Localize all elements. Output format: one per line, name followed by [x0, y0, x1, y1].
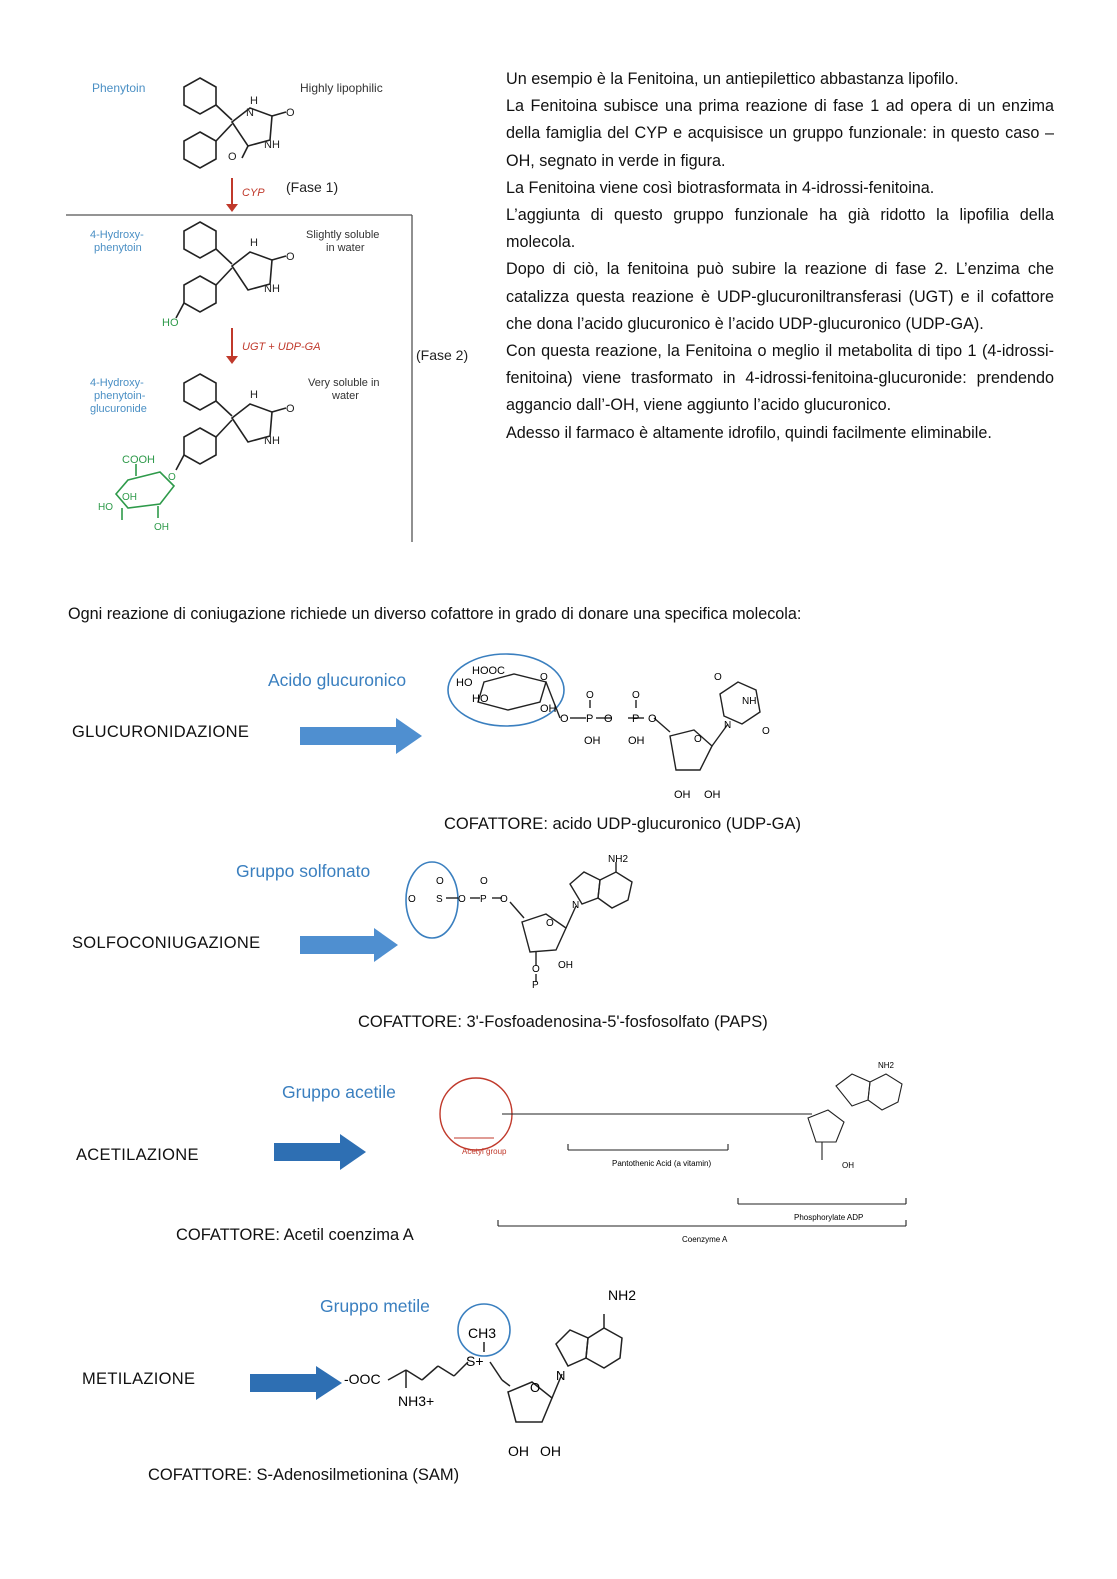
explanation-text [506, 66, 1054, 447]
svg-text:H: H [250, 389, 258, 401]
svg-text:NH2: NH2 [608, 854, 629, 865]
pantothenic-label: Pantothenic Acid (a vitamin) [612, 1159, 712, 1168]
svg-text:S: S [436, 894, 443, 905]
sam-structure [344, 1282, 654, 1462]
cyp-label: CYP [242, 187, 265, 199]
svg-text:O: O [500, 894, 508, 905]
svg-text:NH: NH [742, 696, 757, 707]
svg-text:OH: OH [628, 735, 645, 747]
glucuronidazione-label: GLUCURONIDAZIONE [72, 723, 250, 741]
arrow-icon [300, 718, 422, 754]
svg-text:N: N [246, 107, 254, 119]
svg-text:HO: HO [162, 317, 179, 329]
paragraph: Un esempio è la Fenitoina, un antiepilettico abbastanza lipofilo. [506, 70, 959, 88]
gruppo-acetile-label: Gruppo acetile [282, 1082, 396, 1102]
svg-text:NH: NH [264, 139, 280, 151]
svg-text:NH2: NH2 [878, 1061, 895, 1070]
svg-text:S+: S+ [466, 1353, 484, 1369]
svg-text:O: O [286, 251, 295, 263]
sam-cofactor: COFATTORE: S-Adenosilmetionina (SAM) [148, 1466, 460, 1484]
svg-text:O: O [286, 107, 295, 119]
svg-text:CH3: CH3 [468, 1325, 497, 1341]
highly-lipophilic-label: Highly lipophilic [300, 81, 383, 95]
svg-text:COOH: COOH [122, 454, 155, 466]
svg-text:P: P [480, 894, 487, 905]
svg-text:O: O [648, 713, 657, 725]
udp-ga-structure [444, 652, 784, 812]
ugt-label: UGT + UDP-GA [242, 341, 321, 353]
phenytoin-label: Phenytoin [92, 81, 146, 95]
svg-text:OH: OH [704, 789, 721, 801]
paragraph: La Fenitoina viene così biotrasformata in 4-idrossi-fenitoina. [506, 178, 935, 197]
phenytoin-metabolism-figure [60, 60, 490, 550]
coenzyme-a-label: Coenzyme A [682, 1235, 728, 1244]
acetilazione-label: ACETILAZIONE [76, 1146, 199, 1164]
paragraph: Adesso il farmaco è altamente idrofilo, quindi facilmente eliminabile. [506, 423, 992, 442]
paragraph: Con questa reazione, la Fenitoina o meglio il metabolita di tipo 1 (4-idrossi-fenitoina) viene trasformato in 4-idrossi-fenitoina-glucuronide: prendendo aggancio dall’-OH, viene aggiunto l’acido glucuronico. [506, 342, 1054, 415]
svg-text:N: N [556, 1368, 566, 1383]
svg-text:O: O [714, 672, 722, 683]
arrow-icon [274, 1134, 366, 1170]
arrow-icon [300, 928, 398, 962]
svg-text:O: O [530, 1380, 541, 1395]
svg-text:OH: OH [122, 492, 137, 503]
svg-text:O: O [532, 964, 540, 975]
svg-text:NH3+: NH3+ [398, 1393, 435, 1409]
svg-text:O: O [586, 690, 594, 701]
svg-text:O: O [762, 726, 770, 737]
paps-cofactor: COFATTORE: 3'-Fosfoadenosina-5'-fosfosolfato (PAPS) [358, 1013, 768, 1031]
phosphorylate-adp-label: Phosphorylate ADP [794, 1213, 864, 1222]
svg-text:O: O [480, 876, 488, 887]
svg-text:H: H [250, 95, 258, 107]
paragraph: Dopo di ciò, la fenitoina può subire la reazione di fase 2. L’enzima che catalizza questa reazione è UDP-glucuroniltransferasi (UGT) e il cofattore che dona l’acido glucuronico è l’acido UDP-glucuronico (UDP-GA). [506, 260, 1054, 333]
svg-text:HO: HO [472, 693, 489, 705]
svg-text:OH: OH [508, 1443, 529, 1459]
svg-text:OH: OH [842, 1161, 854, 1170]
svg-text:O: O [228, 151, 237, 163]
svg-text:P: P [586, 713, 594, 725]
svg-text:NH: NH [264, 435, 280, 447]
svg-text:O: O [458, 894, 466, 905]
gruppo-metile-label: Gruppo metile [320, 1296, 430, 1316]
fase1-label: (Fase 1) [286, 179, 339, 195]
paps-structure [400, 850, 650, 1010]
metilazione-label: METILAZIONE [82, 1370, 196, 1388]
acido-glucuronico-label: Acido glucuronico [268, 670, 407, 690]
svg-text:Acetyl group: Acetyl group [462, 1147, 507, 1156]
solfoconiugazione-label: SOLFOCONIUGAZIONE [72, 934, 261, 952]
svg-text:O: O [436, 876, 444, 887]
slightly-soluble-label: Slightly soluble in water [306, 229, 380, 254]
svg-text:HOOC: HOOC [472, 665, 505, 677]
gruppo-solfonato-label: Gruppo solfonato [236, 861, 371, 881]
svg-text:OH: OH [154, 522, 169, 533]
hydroxy-phenytoin-label: 4-Hydroxy-phenytoin [90, 229, 144, 254]
intro-sentence: Ogni reazione di coniugazione richiede un diverso cofattore in grado di donare una specifica molecola: [68, 605, 802, 623]
acetyl-coa-structure [432, 1056, 912, 1256]
svg-text:O: O [168, 472, 176, 483]
svg-text:NH: NH [264, 283, 280, 295]
svg-text:O: O [604, 713, 613, 725]
svg-text:O: O [694, 734, 702, 745]
acetyl-coa-cofactor: COFATTORE: Acetil coenzima A [176, 1226, 414, 1244]
svg-text:O: O [560, 713, 569, 725]
svg-text:HO: HO [456, 677, 473, 689]
svg-text:N: N [572, 900, 580, 911]
glucuronide-label: 4-Hydroxy-phenytoin-glucuronide [90, 377, 147, 415]
svg-text:O: O [546, 918, 554, 929]
very-soluble-label: Very soluble in water [308, 377, 380, 402]
svg-text:OH: OH [540, 1443, 561, 1459]
svg-text:N: N [724, 720, 732, 731]
arrow-icon [250, 1366, 342, 1400]
fase2-label: (Fase 2) [416, 347, 469, 363]
udp-ga-cofactor: COFATTORE: acido UDP-glucuronico (UDP-GA) [444, 815, 801, 833]
svg-text:OH: OH [584, 735, 601, 747]
svg-text:O: O [632, 690, 640, 701]
svg-text:OH: OH [674, 789, 691, 801]
paragraph: L’aggiunta di questo gruppo funzionale ha già ridotto la lipofilia della molecola. [506, 206, 1054, 252]
svg-text:O: O [408, 894, 416, 905]
svg-text:OH: OH [558, 960, 573, 971]
svg-text:H: H [250, 237, 258, 249]
svg-text:NH2: NH2 [608, 1287, 637, 1303]
svg-text:HO: HO [98, 502, 113, 513]
svg-text:-OOC: -OOC [344, 1371, 381, 1387]
svg-text:O: O [540, 672, 548, 683]
svg-text:P: P [532, 980, 539, 991]
paragraph: La Fenitoina subisce una prima reazione di fase 1 ad opera di un enzima della famiglia del CYP e acquisisce un gruppo funzionale: in questo caso –OH, segnato in verde in figura. [506, 97, 1054, 170]
svg-text:OH: OH [540, 703, 557, 715]
svg-text:O: O [286, 403, 295, 415]
svg-text:P: P [632, 713, 640, 725]
